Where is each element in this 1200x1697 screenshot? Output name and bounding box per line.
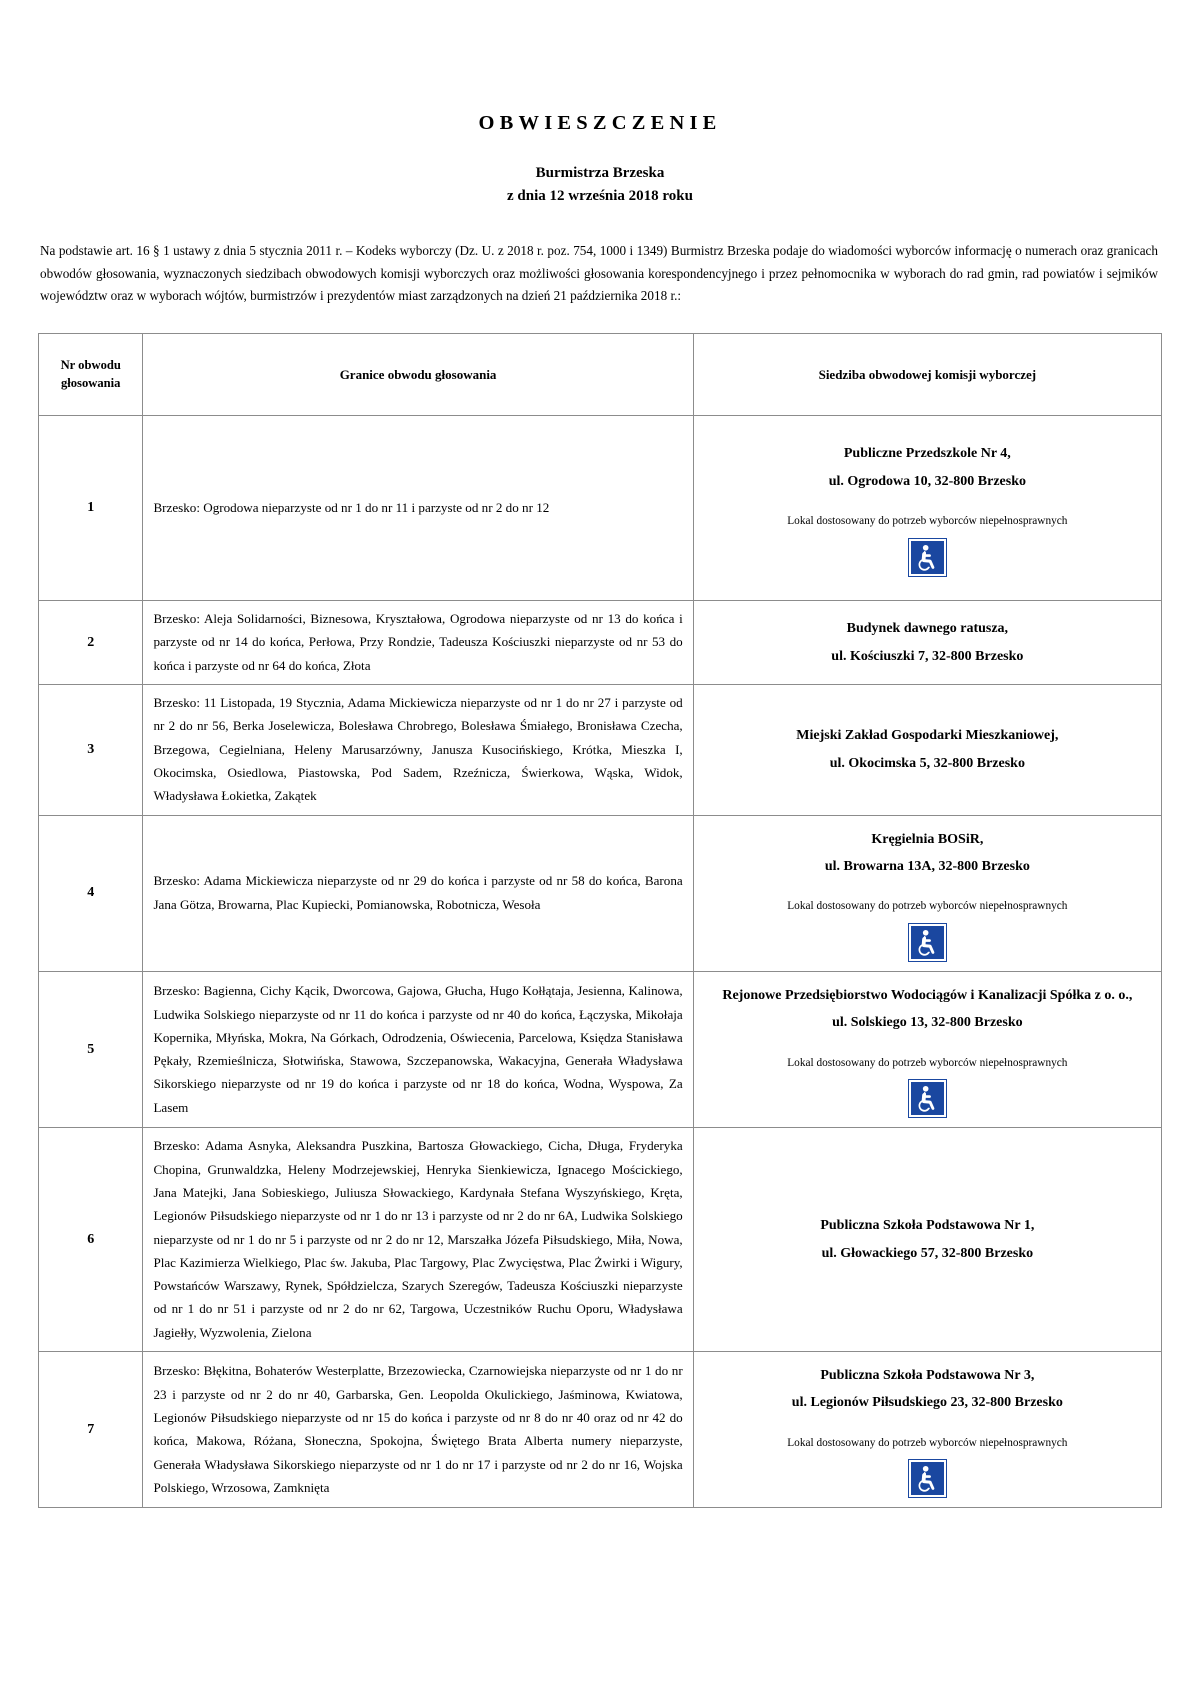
commission-seat-address: ul. Legionów Piłsudskiego 23, 32-800 Brzesko [791,1395,1063,1411]
accessibility-note: Lokal dostosowany do potrzeb wyborców niepełnosprawnych [787,515,1068,528]
table-row [39,601,1162,685]
cell-district-boundaries: Brzesko: Błękitna, Bohaterów Westerplatte, Brzezowiecka, Czarnowiejska nieparzyste od nr 1 do nr 23 i parzyste od nr 2 do nr 40, Garbarska, Gen. Leopolda Okulickiego, Jaśminowa, Kwiatowa, Legionów Piłsudskiego nieparzyste od nr 15 do końca i parzyste od nr 8 do nr 40 oraz od nr 42 do końca, Makowa, Różana, Słoneczna, Spokojna, Świętego Brata Alberta numery nieparzyste, Generała Władysława Sikorskiego nieparzyste od nr 1 do nr 17 i parzyste od nr 2 do nr 16, Wojska Polskiego, Wrzosowa, Zamknięta [143,1352,693,1508]
cell-district-boundaries: Brzesko: 11 Listopada, 19 Stycznia, Adama Mickiewicza nieparzyste od nr 1 do nr 27 i parzyste od nr 2 do nr 56, Berka Joselewicza, Bolesława Chrobrego, Bolesława Śmiałego, Bronisława Czecha, Brzegowa, Cegielniana, Heleny Marusarzówny, Janusza Kusocińskiego, Krótka, Mieszka I, Okocimska, Osiedlowa, Piastowska, Pod Sadem, Rzeźnicza, Świerkowa, Wąska, Widok, Władysława Łokietka, Zakątek [143,685,693,815]
wheelchair-icon [909,539,946,576]
table-row [39,416,1162,601]
cell-commission-seat [693,601,1161,685]
accessibility-note: Lokal dostosowany do potrzeb wyborców niepełnosprawnych [787,1436,1068,1449]
table-header [39,334,1162,416]
commission-seat-name: Rejonowe Przedsiębiorstwo Wodociągów i Kanalizacji Spółka z o. o., [722,987,1133,1003]
preamble [38,240,1162,308]
page-title: OBWIESZCZENIE [478,112,722,134]
cell-district-boundaries: Brzesko: Adama Asnyka, Aleksandra Puszkina, Bartosza Głowackiego, Cicha, Długa, Fryderyka Chopina, Grunwaldzka, Heleny Modrzejewskiej, Henryka Sienkiewicza, Ignacego Mościckiego, Jana Matejki, Jana Sobieskiego, Juliusza Słowackiego, Kardynała Stefana Wyszyńskiego, Kręta, Legionów Piłsudskiego nieparzyste od nr 1 do nr 13 i parzyste od nr 2 do nr 6A, Ludwika Solskiego nieparzyste od nr 1 do nr 5 i parzyste od nr 2 do nr 12, Marszałka Józefa Piłsudskiego, Miła, Nowa, Plac Kazimierza Wielkiego, Plac św. Jakuba, Plac Targowy, Plac Zwycięstwa, Plac Żwirki i Wigury, Powstańców Warszawy, Rynek, Spółdzielcza, Szarych Szeregów, Tadeusza Kościuszki nieparzyste od nr 1 do nr 51 i parzyste od nr 2 do nr 62, Targowa, Uczestników Ruchu Oporu, Władysława Jagiełły, Wyzwolenia, Zielona [143,1128,693,1352]
cell-district-number: 6 [39,1128,143,1352]
cell-district-number: 7 [39,1352,143,1508]
commission-seat-name: Publiczne Przedszkole Nr 4, [843,446,1011,462]
table-row [39,685,1162,815]
commission-seat-address: ul. Okocimska 5, 32-800 Brzesko [829,755,1025,771]
polling-districts-table [38,333,1162,1508]
commission-seat-name: Publiczna Szkoła Podstawowa Nr 3, [820,1368,1035,1384]
subtitle-authority: Burmistrza Brzeska [535,164,665,181]
commission-seat-name: Publiczna Szkoła Podstawowa Nr 1, [820,1218,1035,1234]
cell-commission-seat [693,1128,1161,1352]
accessibility-icon-wrapper [706,1080,1149,1117]
subtitle-date: z dnia 12 września 2018 roku [507,187,693,204]
cell-commission-seat [693,815,1161,971]
accessibility-icon-wrapper [706,539,1149,576]
accessibility-icon-wrapper [706,924,1149,961]
document-subtitle [38,162,1162,209]
cell-commission-seat [693,685,1161,815]
wheelchair-icon [909,1080,946,1117]
table-body [39,416,1162,1508]
accessibility-icon-wrapper [706,1460,1149,1497]
cell-district-number: 1 [39,416,143,601]
table-header-row [39,334,1162,416]
commission-seat-name: Miejski Zakład Gospodarki Mieszkaniowej, [796,728,1059,744]
accessibility-note: Lokal dostosowany do potrzeb wyborców niepełnosprawnych [787,900,1068,913]
cell-district-boundaries: Brzesko: Ogrodowa nieparzyste od nr 1 do nr 11 i parzyste od nr 2 do nr 12 [143,416,693,601]
wheelchair-icon [909,1460,946,1497]
table-row [39,1352,1162,1508]
commission-seat-address: ul. Solskiego 13, 32-800 Brzesko [832,1015,1023,1031]
cell-commission-seat [693,971,1161,1127]
commission-seat-address: ul. Kościuszki 7, 32-800 Brzesko [831,648,1024,664]
commission-seat-address: ul. Browarna 13A, 32-800 Brzesko [824,858,1030,874]
cell-commission-seat [693,1352,1161,1508]
commission-seat-name: Budynek dawnego ratusza, [846,621,1009,637]
commission-seat-address: ul. Ogrodowa 10, 32-800 Brzesko [828,473,1026,489]
wheelchair-icon [909,924,946,961]
cell-district-number: 5 [39,971,143,1127]
commission-seat-name: Kręgielnia BOSiR, [871,831,984,847]
accessibility-note: Lokal dostosowany do potrzeb wyborców niepełnosprawnych [787,1056,1068,1069]
cell-district-number: 4 [39,815,143,971]
cell-district-boundaries: Brzesko: Adama Mickiewicza nieparzyste od nr 29 do końca i parzyste od nr 58 do końca, Barona Jana Götza, Browarna, Plac Kupiecki, Pomianowska, Robotnicza, Wesoła [143,815,693,971]
cell-commission-seat [693,416,1161,601]
column-header-district-boundaries: Granice obwodu głosowania [143,334,693,416]
table-row [39,971,1162,1127]
table-row [39,815,1162,971]
commission-seat-address: ul. Głowackiego 57, 32-800 Brzesko [821,1245,1034,1261]
cell-district-boundaries: Brzesko: Aleja Solidarności, Biznesowa, Kryształowa, Ogrodowa nieparzyste od nr 13 do końca i parzyste od nr 14 do końca, Perłowa, Przy Rondzie, Tadeusza Kościuszki nieparzyste od nr 53 do końca i parzyste od nr 64 do końca, Złota [143,601,693,685]
table-row [39,1128,1162,1352]
column-header-district-number: Nr obwodu głosowania [39,334,143,416]
cell-district-boundaries: Brzesko: Bagienna, Cichy Kącik, Dworcowa, Gajowa, Głucha, Hugo Kołłątaja, Jesienna, Kalinowa, Ludwika Solskiego nieparzyste od nr 11 do końca i parzyste od nr 40 do końca, Łączyska, Mikołaja Kopernika, Młyńska, Mokra, Na Górkach, Odrodzenia, Oświecenia, Parcelowa, Księdza Stanisława Pękały, Rzemieślnicza, Słotwińska, Stawowa, Szczepanowska, Wakacyjna, Generała Władysława Sikorskiego nieparzyste od nr 19 do końca i parzyste od nr 18 do końca, Wodna, Wyspowa, Za Lasem [143,971,693,1127]
column-header-commission-seat: Siedziba obwodowej komisji wyborczej [693,334,1161,416]
cell-district-number: 2 [39,601,143,685]
preamble-text: Na podstawie art. 16 § 1 ustawy z dnia 5 stycznia 2011 r. – Kodeks wyborczy (Dz. U. z 2018 r. poz. 754, 1000 i 1349) Burmistrz Brzeska podaje do wiadomości wyborców informację o numerach oraz granicach obwodów głosowania, wyznaczonych siedzibach obwodowych komisji wyborczych oraz możliwości głosowania korespondencyjnego i przez pełnomocnika w wyborach do rad gmin, rad powiatów i sejmików województw oraz w wyborach wójtów, burmistrzów i prezydentów miast zarządzonych na dzień 21 października 2018 r.: [40,243,1158,304]
cell-district-number: 3 [39,685,143,815]
